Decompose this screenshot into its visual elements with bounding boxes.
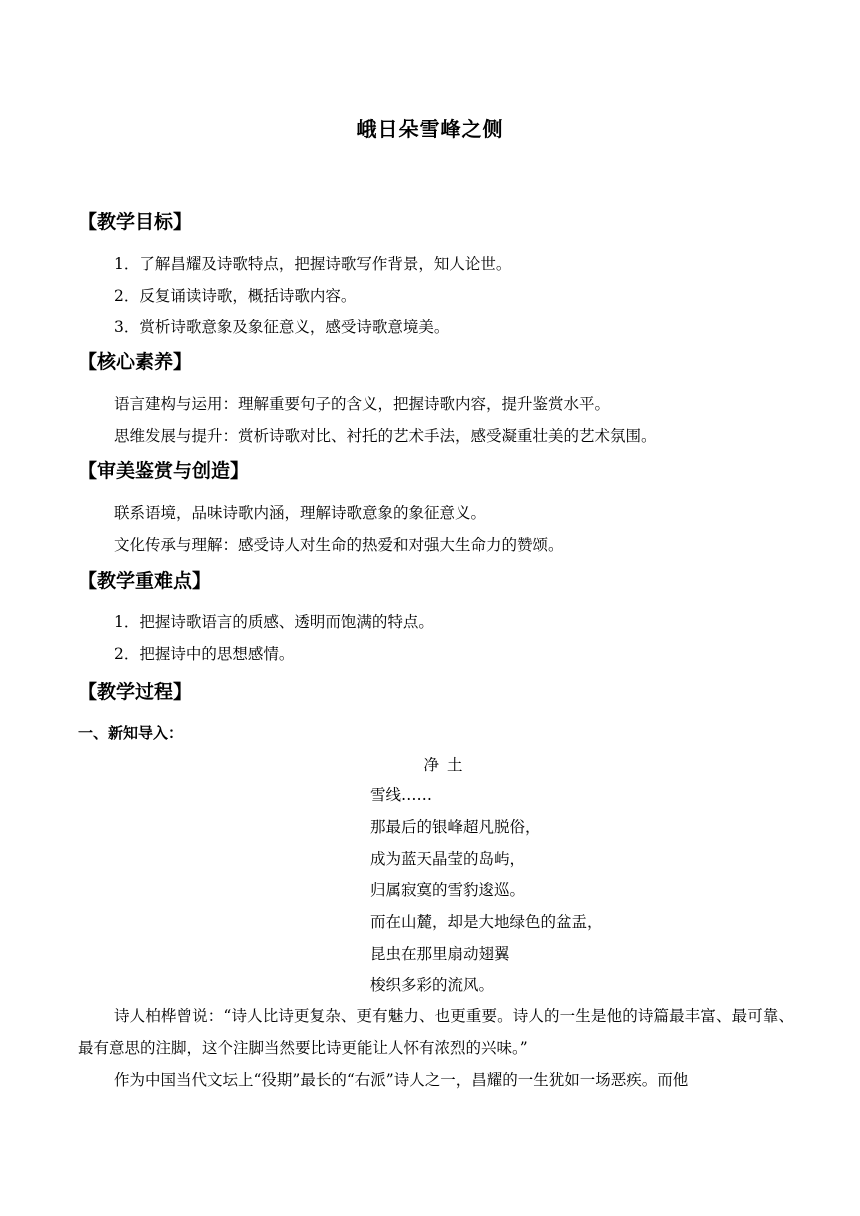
heading-process: 【教学过程】 xyxy=(78,681,193,703)
poem-title: 净土 xyxy=(423,756,471,774)
page-title: 峨日朵雪峰之侧 xyxy=(356,117,504,141)
poem-line: 雪线…… xyxy=(370,786,433,804)
objective-item: 3．赏析诗歌意象及象征意义，感受诗歌意境美。 xyxy=(114,318,450,336)
poem-line: 而在山麓，却是大地绿色的盆盂， xyxy=(370,913,603,931)
poem-line: 昆虫在那里扇动翅翼 xyxy=(370,945,510,963)
heading-aesthetics: 【审美鉴赏与创造】 xyxy=(78,460,250,482)
keypoint-item: 1．把握诗歌语言的质感、透明而饱满的特点。 xyxy=(114,613,434,631)
aesthetics-item: 联系语境，品味诗歌内涵，理解诗歌意象的象征意义。 xyxy=(114,504,487,522)
heading-objectives: 【教学目标】 xyxy=(78,211,193,233)
heading-literacy: 【核心素养】 xyxy=(78,351,193,373)
poem-line: 那最后的银峰超凡脱俗， xyxy=(370,818,541,836)
objective-item: 2．反复诵读诗歌，概括诗歌内容。 xyxy=(114,287,357,305)
heading-keypoints: 【教学重难点】 xyxy=(78,570,212,592)
body-paragraph: 诗人柏桦曾说：“诗人比诗更复杂、更有魅力、也更重要。诗人的一生是他的诗篇最丰富、最可靠、最有意思的注脚，这个注脚当然要比诗更能让人怀有浓烈的兴味。” xyxy=(78,1007,794,1057)
literacy-item: 语言建构与运用：理解重要句子的含义，把握诗歌内容，提升鉴赏水平。 xyxy=(114,395,611,413)
aesthetics-item: 文化传承与理解：感受诗人对生命的热爱和对强大生命力的赞颂。 xyxy=(114,536,564,554)
poem-line: 归属寂寞的雪豹逡巡。 xyxy=(370,881,526,899)
poem-line: 成为蓝天晶莹的岛屿， xyxy=(370,850,526,868)
poem-line: 梭织多彩的流风。 xyxy=(370,976,495,994)
subheading-intro: 一、新知导入： xyxy=(78,724,184,742)
body-paragraph: 作为中国当代文坛上“役期”最长的“右派”诗人之一，昌耀的一生犹如一场恶疾。而他 xyxy=(114,1071,689,1089)
keypoint-item: 2．把握诗中的思想感情。 xyxy=(114,645,295,663)
objective-item: 1．了解昌耀及诗歌特点，把握诗歌写作背景，知人论世。 xyxy=(114,255,512,273)
literacy-item: 思维发展与提升：赏析诗歌对比、衬托的艺术手法，感受凝重壮美的艺术氛围。 xyxy=(114,427,657,445)
